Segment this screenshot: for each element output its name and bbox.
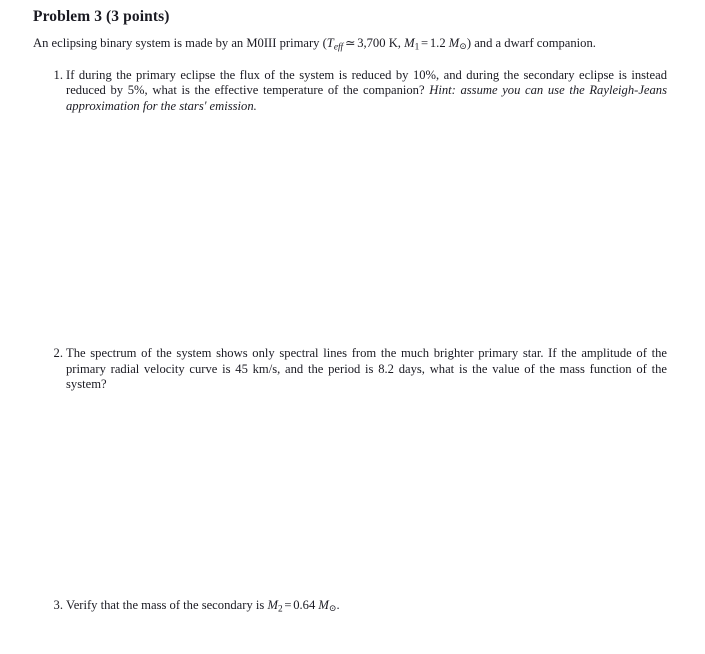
list-item-text-2: The spectrum of the system shows only spectral lines from the much brighter primary star. If the amplitude of the primary radial velocity curve is 45 km/s, and the period is 8.2 days, what is the value of the mass function of the system? (66, 346, 667, 392)
list-item-hint-1: Hint: assume you can use the Rayleigh-Jeans approximation for the stars' emission. (66, 83, 667, 113)
intro-text-after-math: ) and a dwarf companion. (466, 35, 596, 50)
page-title: Problem 3 (3 points) (33, 8, 170, 25)
math-teff-variable: T (326, 35, 334, 50)
answer-space-1 (66, 114, 667, 346)
answer-space-2 (66, 393, 667, 598)
math-m1-value: 1.2 (429, 35, 446, 50)
list-item-marker-1: 1. (53, 67, 63, 82)
list-item-text-1: If during the primary eclipse the flux of the system is reduced by 10%, and during the secondary eclipse is instead reduced by 5%, what is the effective temperature of the companion? (66, 67, 667, 98)
list-item (33, 346, 667, 598)
intro-text-before-math: An eclipsing binary system is made by an M0III primary ( (33, 35, 327, 50)
problem-statement-intro (33, 36, 667, 54)
math-approx-operator: ≃ (344, 35, 356, 50)
math-equals-operator: = (421, 35, 429, 50)
math-secondary-mass (267, 597, 337, 615)
math-m2-variable: M (267, 597, 278, 612)
math-solar-mass-variable-m2: M (318, 597, 329, 612)
math-separator-comma: , (397, 35, 401, 50)
math-equals-operator-m2: = (284, 597, 292, 612)
math-m1-subscript: 1 (414, 42, 420, 53)
math-solar-mass-variable: M (448, 35, 460, 50)
list-item (33, 68, 667, 347)
math-m2-value: 0.64 (293, 597, 316, 612)
document-content (33, 8, 667, 616)
list-item-marker-2: 2. (53, 346, 63, 361)
math-effective-temperature (326, 35, 398, 53)
list-item (33, 598, 667, 616)
list-item-text-3-before: Verify that the mass of the secondary is (66, 597, 268, 612)
math-primary-mass (404, 35, 467, 53)
problem-question-list (33, 68, 667, 616)
list-item-marker-3: 3. (53, 597, 63, 612)
math-m2-subscript: 2 (277, 604, 283, 615)
math-temperature-value: 3,700 (357, 35, 386, 50)
math-temperature-unit: K (388, 35, 398, 50)
math-m1-variable: M (404, 35, 415, 50)
math-teff-subscript: eff (333, 42, 344, 53)
list-item-text-3-after: . (336, 597, 340, 612)
sun-symbol-icon: ⊙ (459, 40, 467, 51)
sun-symbol-icon-m2: ⊙ (328, 603, 337, 614)
